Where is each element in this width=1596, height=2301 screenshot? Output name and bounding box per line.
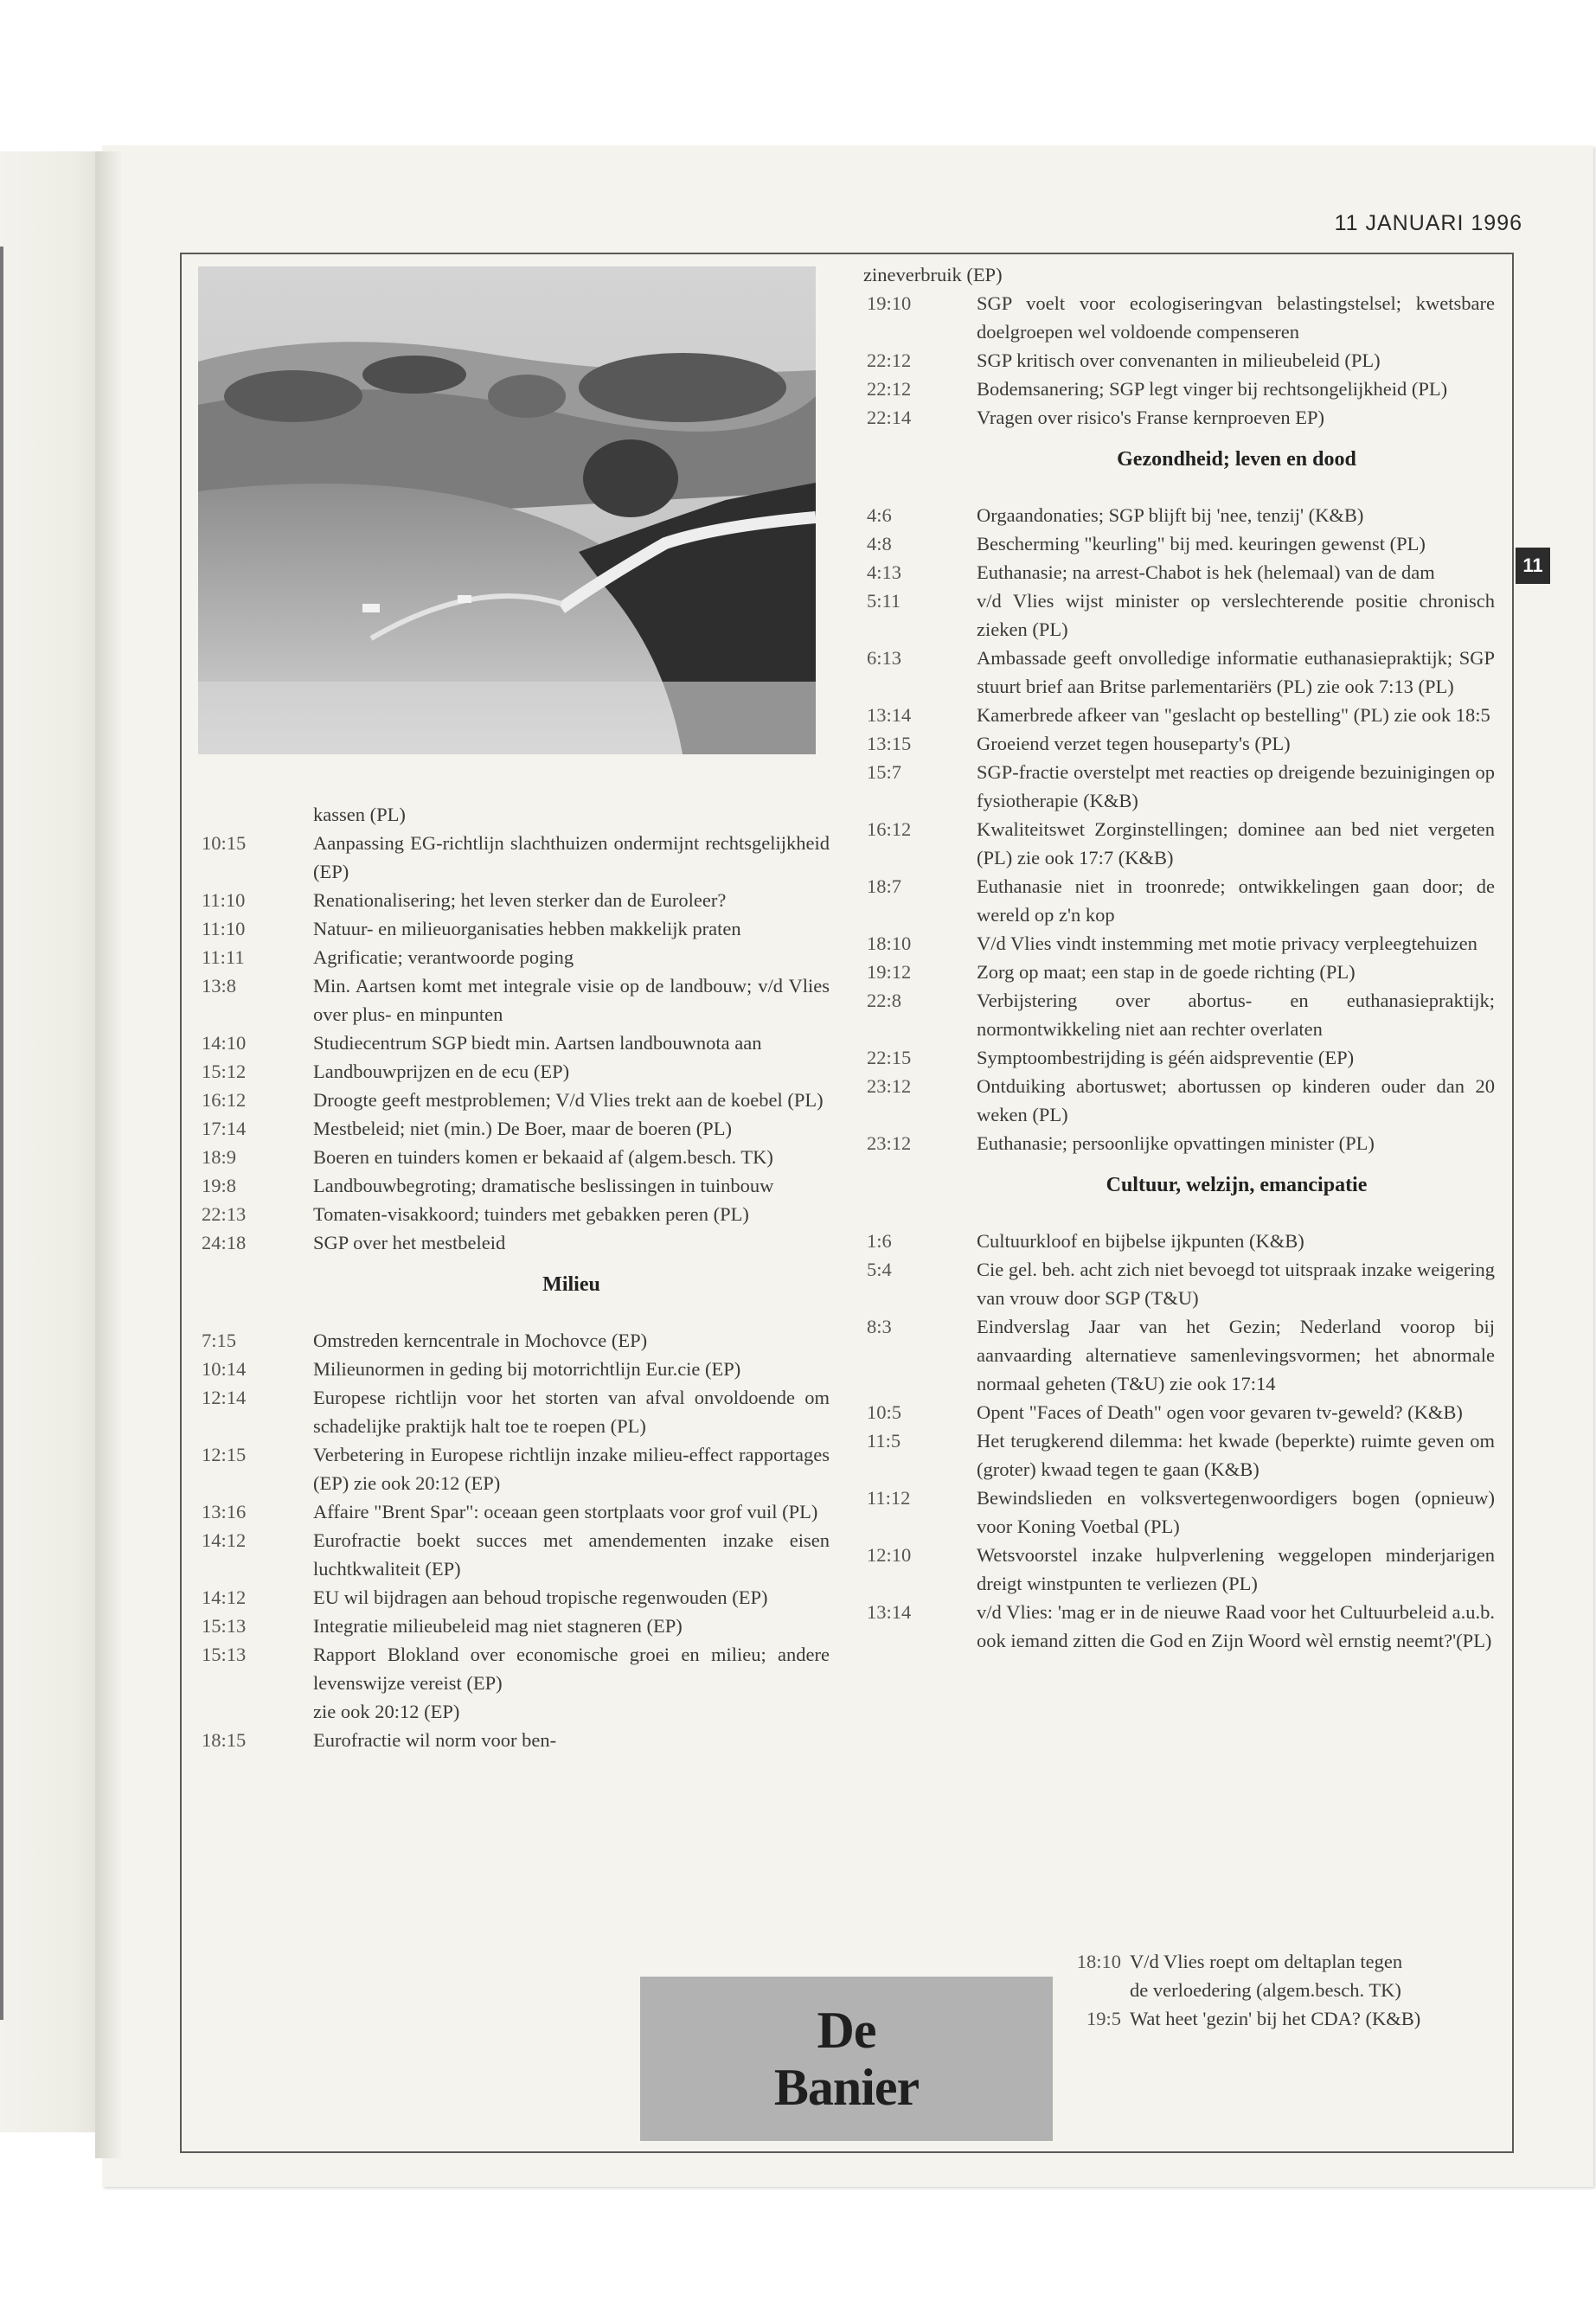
entry-text: Orgaandonaties; SGP blijft bij 'nee, tenzij' (K&B) <box>977 504 1364 526</box>
entry-text: Integratie milieubeleid mag niet stagneren (EP) <box>313 1615 683 1637</box>
entry-number: 4:6 <box>867 504 892 526</box>
entry-text: Opent "Faces of Death" ogen voor gevaren tv-geweld? (K&B) <box>977 1401 1463 1423</box>
entry-text: Europese richtlijn voor het storten van afval onvoldoende om schadelijke praktijk halt toe te roepen (PL) <box>313 1387 830 1437</box>
list-item <box>863 1398 1495 1426</box>
list-item <box>198 1440 830 1497</box>
entry-number: 24:18 <box>202 1232 247 1253</box>
entry-text: Min. Aartsen komt met integrale visie op de landbouw; v/d Vlies over plus- en minpunten <box>313 975 830 1025</box>
entry-number: 5:11 <box>867 590 901 612</box>
entry-number: 13:8 <box>202 975 237 997</box>
list-item <box>863 1598 1495 1655</box>
list-item <box>863 644 1495 701</box>
entry-number: 14:10 <box>202 1032 247 1054</box>
entry-number: 19:12 <box>867 961 912 983</box>
list-item <box>198 1612 830 1640</box>
entry-text: Symptoombestrijding is géén aidspreventie (EP) <box>977 1047 1355 1068</box>
entry-number: 15:13 <box>202 1644 247 1665</box>
logo-line-1: De <box>817 2002 876 2059</box>
entry-number: 10:14 <box>202 1358 247 1380</box>
list-item <box>198 1697 830 1726</box>
entry-number: 17:14 <box>202 1118 247 1139</box>
entry-number: 6:13 <box>867 647 902 669</box>
entry-text: Milieunormen in geding bij motorrichtlijn Eur.cie (EP) <box>313 1358 741 1380</box>
entry-text: Mestbeleid; niet (min.) De Boer, maar de boeren (PL) <box>313 1118 732 1139</box>
entry-number: 10:15 <box>202 832 247 854</box>
entry-text: EU wil bijdragen aan behoud tropische regenwouden (EP) <box>313 1586 768 1608</box>
entry-text: Tomaten-visakkoord; tuinders met gebakken peren (PL) <box>313 1203 749 1225</box>
list-item <box>863 986 1495 1043</box>
entry-text: Vragen over risico's Franse kernproeven EP) <box>977 407 1324 428</box>
section-heading-cultuur: Cultuur, welzijn, emancipatie <box>1106 1174 1368 1196</box>
entry-number: 12:15 <box>202 1444 247 1465</box>
entry-text: Cie gel. beh. acht zich niet bevoegd tot uitspraak inzake weigering van vrouw door SGP (T&U) <box>977 1259 1495 1309</box>
entry-text: Ambassade geeft onvolledige informatie euthanasiepraktijk; SGP stuurt brief aan Britse parlementariërs (PL) zie ook 7:13 (PL) <box>977 647 1495 697</box>
list-item <box>863 501 1495 529</box>
entry-number: 12:14 <box>202 1387 247 1408</box>
de-banier-logo <box>640 1977 1053 2141</box>
entry-text: SGP voelt voor ecologiseringvan belastingstelsel; kwetsbare doelgroepen wel voldoende compenseren <box>977 292 1495 343</box>
list-item <box>863 289 1495 346</box>
previous-page-edge <box>0 151 102 2132</box>
list-item <box>198 1171 830 1200</box>
list-item <box>198 1200 830 1228</box>
list-item <box>198 1086 830 1114</box>
left-column <box>198 800 830 1754</box>
list-item <box>863 346 1495 375</box>
list-item <box>198 1355 830 1383</box>
list-item <box>198 1497 830 1526</box>
entry-text: Studiecentrum SGP biedt min. Aartsen landbouwnota aan <box>313 1032 762 1054</box>
list-item <box>198 829 830 886</box>
entry-number: 7:15 <box>202 1330 237 1351</box>
list-item <box>863 1072 1495 1129</box>
entry-text: v/d Vlies wijst minister op verslechterende positie chronisch zieken (PL) <box>977 590 1495 640</box>
entry-number: 14:12 <box>202 1586 247 1608</box>
entry-text: Agrificatie; verantwoorde poging <box>313 946 574 968</box>
entry-text: Landbouwbegroting; dramatische beslissingen in tuinbouw <box>313 1175 774 1196</box>
entry-number: 14:12 <box>202 1529 247 1551</box>
entry-number: 15:13 <box>202 1615 247 1637</box>
entry-number: 13:14 <box>867 704 912 726</box>
entry-text: Bescherming "keurling" bij med. keuringen gewenst (PL) <box>977 533 1426 554</box>
list-item <box>863 1227 1495 1255</box>
list-item <box>863 729 1495 758</box>
entry-text: Wat heet 'gezin' bij het CDA? (K&B) <box>1130 2008 1421 2029</box>
entry-number: 23:12 <box>867 1132 912 1154</box>
list-item <box>863 1255 1495 1312</box>
landscape-photo <box>198 266 816 754</box>
entry-text: Cultuurkloof en bijbelse ijkpunten (K&B) <box>977 1230 1304 1252</box>
entry-text: Zorg op maat; een stap in de goede richting (PL) <box>977 961 1356 983</box>
list-item <box>863 260 1495 289</box>
list-item <box>863 1312 1495 1398</box>
entry-text: Verbetering in Europese richtlijn inzake milieu-effect rapportages (EP) zie ook 20:12 (EP) <box>313 1444 830 1494</box>
entry-number: 8:3 <box>867 1316 892 1337</box>
list-item <box>198 1583 830 1612</box>
entry-text: V/d Vlies vindt instemming met motie privacy verpleegtehuizen <box>977 933 1477 954</box>
list-item <box>198 1057 830 1086</box>
list-item <box>198 1143 830 1171</box>
entry-text: Aanpassing EG-richtlijn slachthuizen ondermijnt rechtsgelijkheid (EP) <box>313 832 830 882</box>
entry-number: 15:7 <box>867 761 902 783</box>
entry-text: V/d Vlies roept om deltaplan tegen <box>1130 1951 1403 1972</box>
entry-number: 4:8 <box>867 533 892 554</box>
list-item <box>198 800 830 829</box>
entry-text: Eurofractie boekt succes met amendementen inzake eisen luchtkwaliteit (EP) <box>313 1529 830 1580</box>
entry-text: Eindverslag Jaar van het Gezin; Nederland voorop bij aanvaarding alternatieve samenlevingsvormen; het abnormale normaal geheten (T&U) zie ook 17:14 <box>977 1316 1495 1394</box>
entry-text: Bewindslieden en volksvertegenwoordigers bogen (opnieuw) voor Koning Voetbal (PL) <box>977 1487 1495 1537</box>
entry-text: Groeiend verzet tegen houseparty's (PL) <box>977 733 1291 754</box>
list-item <box>198 1326 830 1355</box>
entry-text: Kwaliteitswet Zorginstellingen; dominee aan bed niet vergeten (PL) zie ook 17:7 (K&B) <box>977 818 1495 868</box>
list-item <box>198 1526 830 1583</box>
entry-text: Natuur- en milieuorganisaties hebben makkelijk praten <box>313 918 741 939</box>
list-item <box>1055 2004 1497 2033</box>
entry-text: zie ook 20:12 (EP) <box>313 1701 460 1722</box>
entry-number: 18:9 <box>202 1146 237 1168</box>
entry-number: 4:13 <box>867 561 902 583</box>
entry-text: v/d Vlies: 'mag er in de nieuwe Raad voor het Cultuurbeleid a.u.b. ook iemand zitten die God en Zijn Woord wèl ernstig neemt?'(PL) <box>977 1601 1495 1651</box>
entry-number: 16:12 <box>867 818 912 840</box>
list-item <box>198 914 830 943</box>
page-gutter <box>95 151 121 2158</box>
list-item <box>863 1541 1495 1598</box>
list-item <box>198 971 830 1029</box>
list-item <box>863 1426 1495 1484</box>
entry-number: 1:6 <box>867 1230 892 1252</box>
entry-number: 13:16 <box>202 1501 247 1522</box>
entry-number: 22:13 <box>202 1203 247 1225</box>
list-item <box>863 558 1495 586</box>
section-heading-gezondheid: Gezondheid; leven en dood <box>1117 448 1356 471</box>
entry-text: Euthanasie; persoonlijke opvattingen minister (PL) <box>977 1132 1375 1154</box>
entry-number: 18:15 <box>202 1729 247 1751</box>
list-item <box>198 1640 830 1697</box>
entry-number: 11:10 <box>202 918 246 939</box>
entry-number: 5:4 <box>867 1259 892 1280</box>
list-item <box>198 1726 830 1754</box>
logo-line-2: Banier <box>773 2059 920 2116</box>
entry-text: Landbouwprijzen en de ecu (EP) <box>313 1061 570 1082</box>
entry-number: 18:10 <box>867 933 912 954</box>
list-item <box>198 943 830 971</box>
entry-number: 11:11 <box>202 946 245 968</box>
list-item <box>198 886 830 914</box>
entry-number: 15:12 <box>202 1061 247 1082</box>
entry-text: Verbijstering over abortus- en euthanasiepraktijk; normontwikkeling niet aan rechter overlaten <box>977 990 1495 1040</box>
entry-number: 18:10 <box>1076 1951 1121 1972</box>
entry-text: Euthanasie; na arrest-Chabot is hek (helemaal) van de dam <box>977 561 1435 583</box>
entry-text: Droogte geeft mestproblemen; V/d Vlies trekt aan de koebel (PL) <box>313 1089 824 1111</box>
entry-number: 22:14 <box>867 407 912 428</box>
entry-number: 13:14 <box>867 1601 912 1623</box>
list-item <box>863 815 1495 872</box>
entry-number: 19:8 <box>202 1175 237 1196</box>
list-item <box>1055 1947 1497 1976</box>
list-item <box>863 872 1495 929</box>
entry-text: Het terugkerend dilemma: het kwade (beperkte) ruimte geven om (groter) kwaad tegen te gaan (K&B) <box>977 1430 1495 1480</box>
entry-number: 22:15 <box>867 1047 912 1068</box>
entry-number: 13:15 <box>867 733 912 754</box>
tail-entries <box>1055 1947 1497 2033</box>
list-item <box>863 375 1495 403</box>
entry-text: SGP over het mestbeleid <box>313 1232 506 1253</box>
issue-date: 11 JANUARI 1996 <box>1334 211 1522 235</box>
entry-text: Kamerbrede afkeer van "geslacht op bestelling" (PL) zie ook 18:5 <box>977 704 1490 726</box>
list-item <box>863 586 1495 644</box>
list-item <box>198 1383 830 1440</box>
entry-text: Eurofractie wil norm voor ben- <box>313 1729 557 1751</box>
list-item-continuation <box>1055 1976 1497 2004</box>
list-item <box>863 929 1495 958</box>
entry-text: Ontduiking abortuswet; abortussen op kinderen ouder dan 20 weken (PL) <box>977 1075 1495 1125</box>
section-heading-milieu: Milieu <box>542 1273 600 1296</box>
entry-text: Bodemsanering; SGP legt vinger bij rechtsongelijkheid (PL) <box>977 378 1448 400</box>
list-item <box>198 1228 830 1257</box>
list-item <box>863 1484 1495 1541</box>
entry-number: 11:10 <box>202 889 246 911</box>
list-item <box>863 758 1495 815</box>
entry-text: Wetsvoorstel inzake hulpverlening weggelopen minderjarigen dreigt winstpunten te verliezen (PL) <box>977 1544 1495 1594</box>
list-item <box>863 1129 1495 1157</box>
entry-text: kassen (PL) <box>313 804 406 825</box>
entry-text: Boeren en tuinders komen er bekaaid af (algem.besch. TK) <box>313 1146 773 1168</box>
entry-text: Euthanasie niet in troonrede; ontwikkelingen gaan door; de wereld op z'n kop <box>977 875 1495 926</box>
list-item <box>863 958 1495 986</box>
entry-text: zineverbruik (EP) <box>863 264 1003 285</box>
list-item <box>863 1043 1495 1072</box>
entry-text: Affaire "Brent Spar": oceaan geen stortplaats voor grof vuil (PL) <box>313 1501 818 1522</box>
entry-number: 10:5 <box>867 1401 902 1423</box>
entry-text: Renationalisering; het leven sterker dan de Euroleer? <box>313 889 727 911</box>
entry-number: 12:10 <box>867 1544 912 1566</box>
entry-text: Rapport Blokland over economische groei en milieu; andere levenswijze vereist (EP) <box>313 1644 830 1694</box>
entry-number: 18:7 <box>867 875 902 897</box>
entry-number: 22:12 <box>867 378 912 400</box>
entry-number: 16:12 <box>202 1089 247 1111</box>
page-number-tab: 11 <box>1516 548 1550 584</box>
entry-number: 11:5 <box>867 1430 901 1452</box>
list-item <box>863 701 1495 729</box>
list-item <box>198 1029 830 1057</box>
list-item <box>198 1114 830 1143</box>
right-column <box>863 260 1495 1655</box>
entry-number: 22:8 <box>867 990 902 1011</box>
entry-number: 22:12 <box>867 349 912 371</box>
entry-number: 11:12 <box>867 1487 911 1509</box>
list-item <box>863 403 1495 432</box>
entry-number: 23:12 <box>867 1075 912 1097</box>
entry-text: SGP-fractie overstelpt met reacties op dreigende bezuinigingen op fysiotherapie (K&B) <box>977 761 1495 811</box>
entry-text: de verloedering (algem.besch. TK) <box>1130 1979 1401 2001</box>
list-item <box>863 529 1495 558</box>
entry-number: 19:10 <box>867 292 912 314</box>
entry-number: 19:5 <box>1086 2008 1121 2029</box>
entry-text: SGP kritisch over convenanten in milieubeleid (PL) <box>977 349 1381 371</box>
entry-text: Omstreden kerncentrale in Mochovce (EP) <box>313 1330 648 1351</box>
